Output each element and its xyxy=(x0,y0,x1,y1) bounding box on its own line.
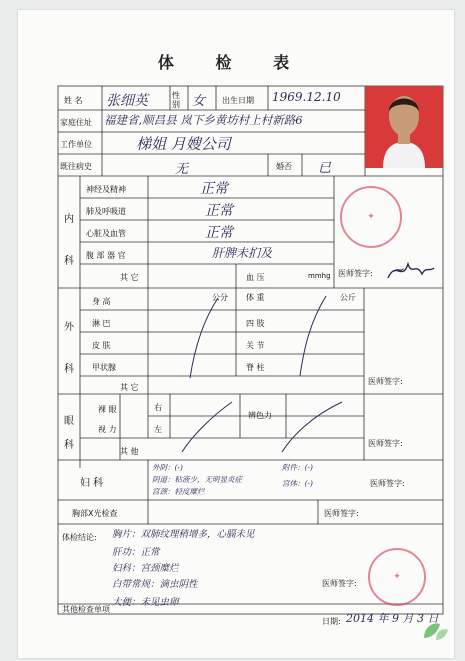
doctor-sign-conclusion: 医师签字: xyxy=(322,579,357,588)
surgery-label-2: 科 xyxy=(64,364,74,375)
other-items-label: 其他检查单项 xyxy=(62,605,110,614)
bp-label: 血 压 xyxy=(246,273,265,282)
heart-label: 心脏及血管 xyxy=(86,229,126,238)
naked-eye-label: 裸 眼 xyxy=(98,405,117,414)
birth-date-value: 1969.12.10 xyxy=(272,90,341,104)
hospital-stamp-top: ✦ xyxy=(340,186,402,248)
form-title: 体 检 表 xyxy=(157,53,308,72)
history-value: 无 xyxy=(175,162,189,177)
name-value: 张细英 xyxy=(106,93,148,109)
date-value: 2014 年 9 月 3 日 xyxy=(346,612,439,625)
gyn-value-2: 阴道：粘液少，无明显炎症 xyxy=(152,475,242,484)
history-label: 既往病史 xyxy=(60,162,92,171)
joints-label: 关 节 xyxy=(246,341,265,350)
doctor-sign-internal: 医师签字: xyxy=(338,269,373,278)
gyn-value-1: 外阴：(-) xyxy=(152,463,183,472)
cm-label: 公分 xyxy=(212,293,228,302)
gender-value: 女 xyxy=(192,94,206,109)
color-vision-label: 辨色力 xyxy=(248,411,272,420)
gyn-value-4: 附件：(-) xyxy=(282,463,313,472)
kg-label: 公斤 xyxy=(340,293,356,302)
marital-value: 已 xyxy=(318,161,332,176)
eye-strikes xyxy=(172,396,362,456)
internal-label: 内 xyxy=(64,214,74,225)
neuro-value: 正常 xyxy=(200,181,228,197)
portrait-photo xyxy=(365,86,443,168)
doctor-sign-surgery: 医师签字: xyxy=(368,377,403,386)
name-label: 姓 名 xyxy=(64,96,83,105)
conclusion-line-2: 肝功：正常 xyxy=(112,547,160,558)
gyn-label: 妇 科 xyxy=(80,478,104,489)
height-label: 身 高 xyxy=(92,297,111,306)
left-eye-label: 左 xyxy=(154,425,162,434)
lungs-value: 正常 xyxy=(205,203,233,219)
limbs-label: 四 肢 xyxy=(246,319,265,328)
eye-label: 眼 xyxy=(64,416,74,427)
lymph-label: 淋 巴 xyxy=(92,319,111,328)
gender-label: 性别 xyxy=(172,91,180,109)
birth-date-label: 出生日期 xyxy=(222,96,254,105)
heart-value: 正常 xyxy=(205,225,233,241)
internal-label-2: 科 xyxy=(64,256,74,267)
skin-label: 皮 肤 xyxy=(92,341,111,350)
gyn-value-3: 宫颈：轻度糜烂 xyxy=(152,487,205,496)
conclusion-line-1: 胸片：双肺纹理稍增多，心膈未见 xyxy=(112,529,255,540)
other1-label: 其 它 xyxy=(120,273,139,282)
hospital-stamp-bottom: ✦ xyxy=(368,548,426,606)
surgery-label: 外 xyxy=(64,322,74,333)
address-value: 福建省,顺昌县 岚下乡黄坊村上村新路6 xyxy=(104,113,303,127)
weight-label: 体 重 xyxy=(246,293,265,302)
workplace-label: 工作单位 xyxy=(60,140,92,149)
conclusion-line-5: 大便：未见虫卵 xyxy=(112,597,179,608)
watermark-leaf-icon xyxy=(420,618,450,642)
conclusion-line-4: 白带常规：滴虫阴性 xyxy=(112,579,198,590)
address-label: 家庭住址 xyxy=(60,118,92,127)
vision-label: 视 力 xyxy=(98,425,117,434)
neuro-label: 神经及精神 xyxy=(86,185,126,194)
spine-label: 脊 柱 xyxy=(246,363,265,372)
workplace-value: 梯姐 月嫂公司 xyxy=(136,135,231,153)
eye-label-2: 科 xyxy=(64,440,74,451)
lungs-label: 肺及呼吸道 xyxy=(86,207,126,216)
doctor-sign-xray: 医师签字: xyxy=(324,509,359,518)
abdomen-label: 腹 部 器 官 xyxy=(86,251,126,260)
signature-mark-internal xyxy=(386,256,436,286)
abdomen-value: 肝脾未扪及 xyxy=(212,246,273,260)
doctor-signature-internal: ~ xyxy=(390,258,407,281)
surgery-strikes xyxy=(150,292,360,382)
doctor-sign-eye: 医师签字: xyxy=(368,439,403,448)
mmhg-label: mmhg xyxy=(308,272,331,280)
other3-label: 其 他 xyxy=(120,447,139,456)
xray-label: 胸部X光检查 xyxy=(72,509,118,518)
date-label: 日期: xyxy=(322,617,341,626)
marital-label: 婚否 xyxy=(276,162,292,171)
conclusion-label: 体检结论: xyxy=(62,533,97,542)
conclusion-line-3: 妇科：宫颈糜烂 xyxy=(112,563,179,574)
gyn-value-5: 宫体：(-) xyxy=(282,479,313,488)
other2-label: 其 它 xyxy=(120,383,139,392)
right-eye-label: 右 xyxy=(154,403,162,412)
doctor-sign-gyn: 医师签字: xyxy=(370,479,405,488)
thyroid-label: 甲状腺 xyxy=(92,363,116,372)
